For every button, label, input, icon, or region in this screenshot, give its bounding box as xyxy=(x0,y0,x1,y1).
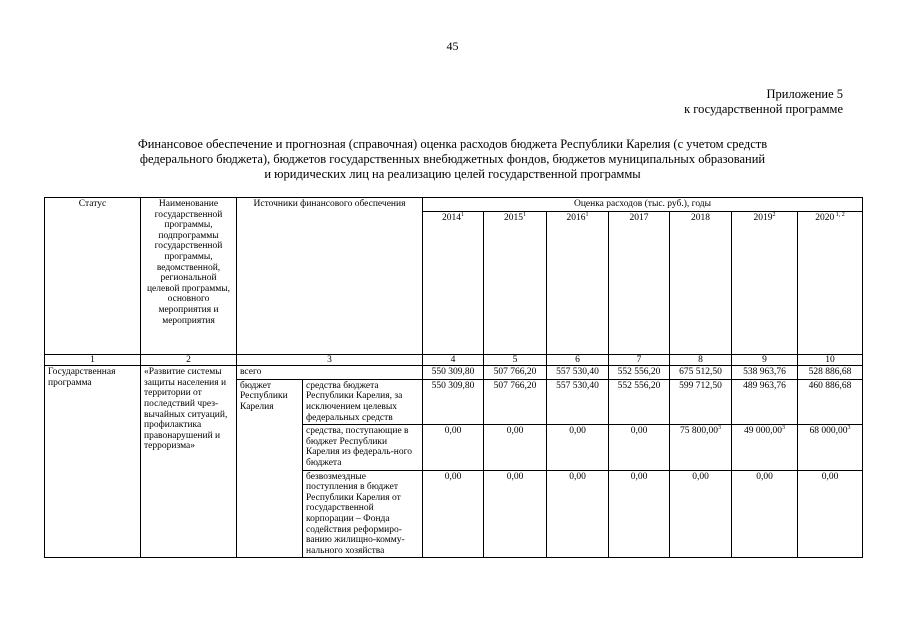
value-cell: 557 530,40 xyxy=(547,366,609,380)
year-header: 2020 $^{1, 2}$ xyxy=(798,211,863,354)
column-number: 9 xyxy=(732,354,798,366)
value-cell: 557 530,40 xyxy=(547,379,609,424)
year-header: 2015$^1$ xyxy=(484,211,547,354)
source-cell: безвозмездные поступления в бюджет Республики Карелия от государственной корпорации – Фонда содействия реформиро-ванию жилищно-комму-нального хозяйства xyxy=(303,470,423,558)
column-number: 6 xyxy=(547,354,609,366)
appendix-line-2: к государственной программе xyxy=(684,102,843,116)
source-cell: всего xyxy=(237,366,423,380)
source-cell: средства, поступающие в бюджет Республики Карелия из федераль-ного бюджета xyxy=(303,425,423,470)
value-cell: 552 556,20 xyxy=(609,366,670,380)
value-cell: 507 766,20 xyxy=(484,379,547,424)
header-sources: Источники финансового обеспечения xyxy=(237,198,423,355)
value-cell: 675 512,50 xyxy=(670,366,732,380)
year-header: 2017 xyxy=(609,211,670,354)
value-cell: 0,00 xyxy=(423,425,484,470)
financing-table xyxy=(44,197,863,558)
status-cell: Государственная программа xyxy=(45,366,141,558)
header-estimate: Оценка расходов (тыс. руб.), годы xyxy=(423,198,863,212)
column-number: 5 xyxy=(484,354,547,366)
value-cell: 550 309,80 xyxy=(423,366,484,380)
appendix-line-1: Приложение 5 xyxy=(766,87,843,101)
value-cell: 552 556,20 xyxy=(609,379,670,424)
column-number: 2 xyxy=(141,354,237,366)
title-line-2: федерального бюджета), бюджетов государственных внебюджетных фондов, бюджетов муниципальных образований xyxy=(139,152,766,166)
value-cell: 0,00 xyxy=(798,470,863,558)
program-name-cell: «Развитие системы защиты населения и территории от последствий чрез-вычайных ситуаций, профилактика правонарушений и терроризма» xyxy=(141,366,237,558)
value-cell: 0,00 xyxy=(484,425,547,470)
column-number: 3 xyxy=(237,354,423,366)
appendix-note xyxy=(684,87,843,117)
year-header: 2019$^2$ xyxy=(732,211,798,354)
value-cell: 460 886,68 xyxy=(798,379,863,424)
value-cell: 68 000,00$^3$ xyxy=(798,425,863,470)
column-number: 7 xyxy=(609,354,670,366)
value-cell: 0,00 xyxy=(609,470,670,558)
header-row-1 xyxy=(45,198,863,212)
value-cell: 538 963,76 xyxy=(732,366,798,380)
column-number: 10 xyxy=(798,354,863,366)
value-cell: 489 963,76 xyxy=(732,379,798,424)
value-cell: 507 766,20 xyxy=(484,366,547,380)
column-number: 8 xyxy=(670,354,732,366)
title-line-1: Финансовое обеспечение и прогнозная (справочная) оценка расходов бюджета Республики Карелия (с учетом средств xyxy=(137,137,768,151)
value-cell: 0,00 xyxy=(423,470,484,558)
header-status: Статус xyxy=(45,198,141,355)
budget-label-cell: бюджет Республики Карелия xyxy=(237,379,303,558)
table-row xyxy=(45,366,863,380)
value-cell: 528 886,68 xyxy=(798,366,863,380)
column-number-row xyxy=(45,354,863,366)
value-cell: 75 800,00$^3$ xyxy=(670,425,732,470)
value-cell: 550 309,80 xyxy=(423,379,484,424)
title-line-3: и юридических лиц на реализацию целей государственной программы xyxy=(264,167,641,181)
value-cell: 0,00 xyxy=(547,425,609,470)
page-number: 45 xyxy=(446,39,459,53)
column-number: 4 xyxy=(423,354,484,366)
source-cell: средства бюджета Республики Карелия, за исключением целевых федеральных средств xyxy=(303,379,423,424)
column-number: 1 xyxy=(45,354,141,366)
value-cell: 0,00 xyxy=(609,425,670,470)
header-name: Наименование государственной программы, подпрограммы государственной программы, ведомственной, региональной целевой программы, основного мероприятия и мероприятия xyxy=(141,198,237,355)
year-header: 2018 xyxy=(670,211,732,354)
year-header: 2016$^1$ xyxy=(547,211,609,354)
value-cell: 0,00 xyxy=(547,470,609,558)
value-cell: 0,00 xyxy=(670,470,732,558)
value-cell: 0,00 xyxy=(732,470,798,558)
value-cell: 49 000,00$^3$ xyxy=(732,425,798,470)
year-header: 2014$^1$ xyxy=(423,211,484,354)
value-cell: 599 712,50 xyxy=(670,379,732,424)
document-title xyxy=(40,137,865,182)
value-cell: 0,00 xyxy=(484,470,547,558)
